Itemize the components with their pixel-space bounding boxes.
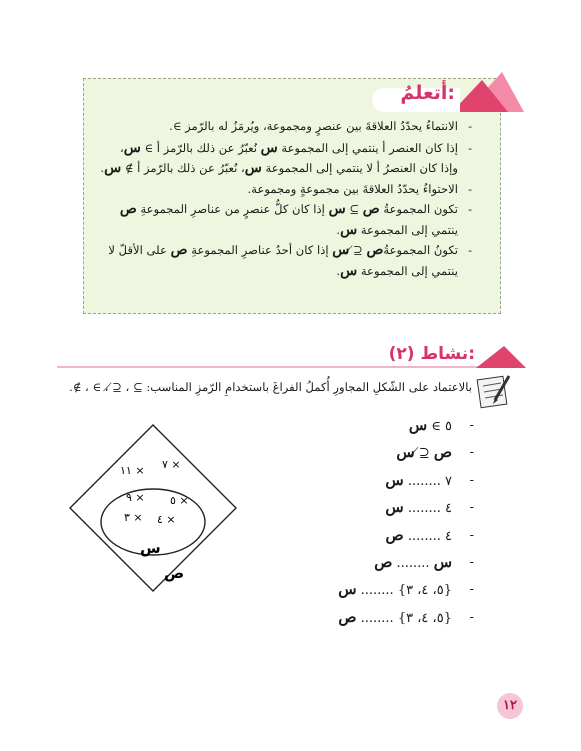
venn-diagram [68,423,238,593]
exercise-row[interactable] [282,549,474,576]
set-symbol: س [123,139,141,156]
learn-text: ، [119,140,124,155]
learn-list [98,116,472,281]
set-symbol: س [408,416,428,434]
exercise-row[interactable] [282,467,474,494]
page-number: ١٢ [497,693,523,719]
learn-text: ⊇ [345,202,363,216]
learn-text: على الأقلّ لا ينتمي إلى المجموعة [108,243,458,278]
learn-text: ينتمي إلى المجموعة [357,222,458,237]
exercise-row[interactable] [282,439,474,466]
exercise-row[interactable] [282,576,474,603]
learn-item-belonging [98,116,472,137]
exercise-text: {٥، ٤، ٣} ........ [356,583,452,599]
exercise-list [282,412,474,631]
learn-text: تكونُ المجموعةُ [383,243,458,257]
learn-item-element-in-set [98,138,472,179]
exercise-text: ٤ ........ [403,528,452,544]
set-symbol: س [104,160,122,176]
learn-title: أتعلمُ: [400,82,455,104]
set-symbol: ص [170,242,188,258]
learn-item-subset [98,199,472,240]
element-9: ٩ × [126,491,145,504]
set-symbol: س [433,552,452,571]
inner-set-label: س [140,539,161,557]
triangle-decoration-icon [452,66,526,116]
set-symbol: س [340,221,358,238]
exercise-blank: ........ [392,555,434,571]
set-symbol: ص [366,242,384,258]
exercise-row[interactable] [282,604,474,631]
activity-triangle-icon [476,344,528,370]
set-symbol: س [385,470,404,489]
learn-text: تكون المجموعةُ [379,202,458,216]
exercise-row[interactable] [282,522,474,549]
set-symbol: ص [433,443,452,462]
exercise-text: ٧ ........ [403,473,452,489]
learn-text: وإذا كان العنصرُ أ لا ينتمي إلى المجموعة [261,161,458,175]
set-symbol: س [332,242,350,258]
activity-instruction: بالاعتماد على الشّكلِ المجاورِ أُكملُ الفراغَ باستخدامِ الرّمزِ المناسب: ⊇ ، ⊉ ، ∋ ، ∌. [69,380,472,394]
activity-title: نشاط (٢): [388,344,475,364]
learn-text: . [336,263,341,278]
set-symbol: ص [362,201,380,217]
outer-set-label: ص [164,564,185,582]
learn-text: ، نُعبّرُ عن ذلك بالرّمز أ ∌ [121,161,245,175]
set-symbol: ص [374,552,393,571]
set-symbol: ص [119,201,137,217]
set-symbol: س [385,498,404,517]
learn-text: الانتماءُ يحدّدُ العلاقةَ بين عنصرٍ ومجموعة، ويُرمَزُ له بالرّمز ∋. [169,119,458,133]
element-7: ٧ × [162,458,181,471]
set-symbol: س [340,262,358,279]
learn-item-containment [98,179,472,200]
element-5: ٥ × [170,494,189,507]
exercise-blank: ⊉ [414,446,434,462]
learn-text: نُعبّرُ عن ذلك بالرّمز أ ∋ [140,140,261,155]
learn-text: الاحتواءُ يحدّدُ العلاقةَ بين مجموعةٍ ومجموعة. [247,181,458,196]
element-11: ١١ × [120,464,145,477]
learn-text: ⊉ [349,243,367,257]
learn-text: إذا كان أحدُ عناصرِ المجموعةِ [187,243,333,257]
exercise-text: ٥ ∋ [427,419,452,434]
set-symbol: س [260,139,278,156]
outer-set-diamond [70,425,236,591]
notebook-pencil-icon [475,370,511,410]
exercise-text: {٥، ٤، ٣} ........ [356,610,452,626]
set-symbol: س [396,443,415,462]
element-4: ٤ × [157,513,176,526]
learn-text: إذا كان العنصر أ ينتمي إلى المجموعة [277,140,458,155]
set-symbol: ص [338,607,357,626]
activity-divider [57,366,525,368]
set-symbol: س [328,201,346,217]
set-symbol: ص [385,525,404,544]
element-3: ٣ × [124,511,143,524]
set-symbol: س [338,580,357,599]
exercise-row[interactable] [282,494,474,521]
set-symbol: س [244,160,262,176]
exercise-text: ٤ ........ [403,501,452,517]
learn-text: إذا كان كلُّ عنصرٍ من عناصرِ المجموعةِ [136,202,329,216]
learn-text: . [336,222,341,237]
learn-text: . [100,161,105,175]
learn-item-not-subset [98,240,472,281]
exercise-row[interactable] [282,412,474,439]
